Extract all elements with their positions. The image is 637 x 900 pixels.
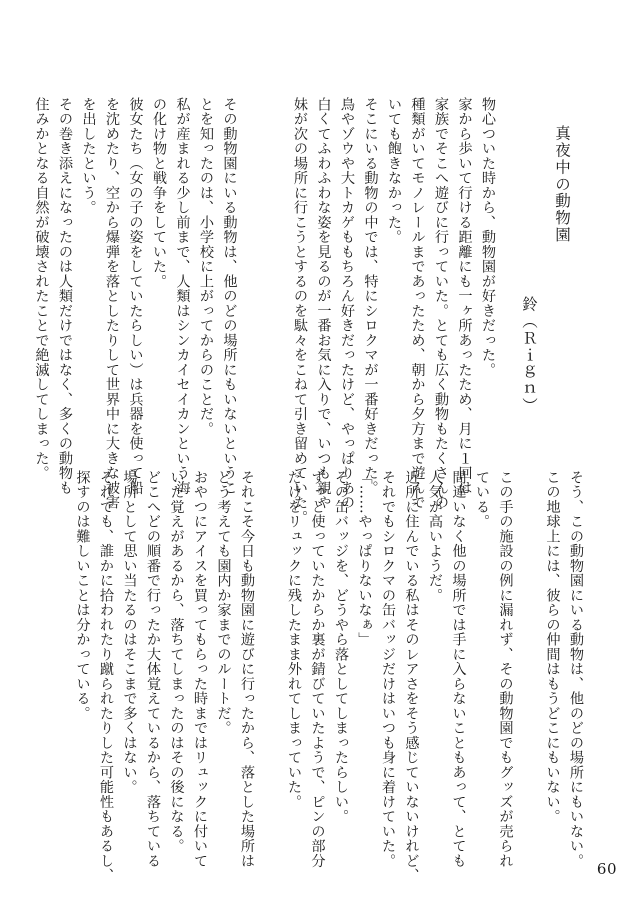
text-line: 探すのは難しいことは分かっている。 (74, 470, 91, 721)
text-line: 近所に住んでいる私はそのレアさをそう感じていないけれど、 (403, 470, 420, 883)
text-line: いても飽きなかった。 (386, 97, 402, 245)
text-line: 物心ついた時から、動物園が好きだった。 (480, 97, 496, 378)
text-line: 間違いなく他の場所では手に入らないこともあって、とても (450, 470, 467, 869)
text-line (258, 470, 282, 810)
text-line: 人気が高いようだ。 (427, 470, 443, 603)
text-line: 妹が次の場所に行こうとするのを駄々をこねて引き留めていた。 (292, 97, 308, 525)
text-line: その巻き添えになったのは人類だけではなく、多くの動物も (57, 97, 73, 496)
text-line: 彼女たち（女の子の姿をしていたらしい）は兵器を使って船 (127, 97, 144, 496)
text-line: いた覚えがあるから、落ちてしまったのはその後になる。 (168, 470, 185, 854)
text-line: おやつにアイスを買ってもらった時まではリュックに付いて (192, 470, 208, 869)
text-line: 住みかとなる自然が破壊されたことで絶滅してしまった。 (33, 97, 50, 481)
text-line: 種類がいてモノレールまであったため、朝から夕方まで遊んで (409, 97, 426, 510)
text-line: ている。 (474, 470, 490, 529)
text-line: とを知ったのは、小学校に上がってからのことだ。 (198, 97, 214, 437)
text-line (241, 97, 265, 457)
text-line: その缶バッジを、どうやら落としてしまったらしい。 (333, 470, 349, 824)
text-line (264, 97, 288, 457)
text-line: 鳥やゾウや大トカゲももちろん好きだったけど、やっぱりあの (339, 97, 355, 510)
text-line: の化け物と戦争をしていた。 (151, 97, 167, 289)
text-line: 私が産まれる少し前まで、人類はシンカイセイカンという海 (174, 97, 191, 496)
story-title: 真夜中の動物園 (553, 125, 571, 244)
text-line: それこそ今日も動物園に遊びに行ったから、落とした場所は (239, 470, 255, 869)
text-line: それでもシロクマの缶バッジだけはいつも身に着けていた。 (380, 470, 396, 869)
text-line: 場所として思い当たるのはそこまで多くはない。 (121, 470, 138, 795)
text-line: 家族でそこへ遊びに行っていた。とても広く動物もたくさんの (433, 97, 449, 510)
text-line: どう考えても園内か家までのルートだ。 (215, 470, 232, 736)
text-line: この手の施設の例に漏れず、その動物園でもグッズが売られ (497, 470, 514, 869)
text-line: それでも、誰かに拾われたり蹴られたりした可能性もあるし、 (98, 470, 114, 883)
text-line: この地球上には、彼らの仲間はもうどこにもいない。 (544, 470, 561, 824)
text-line: ずっと使っていたからか裏が錆びていたようで、ピンの部分 (309, 470, 326, 869)
text-line (517, 470, 541, 810)
text-line: を沈めたり、空から爆弾を落としたりして世界中に大きな被害 (104, 97, 120, 510)
text-line: を出したという。 (80, 97, 97, 215)
text-line: そこにいる動物の中では、特にシロクマが一番好きだった。 (362, 97, 379, 496)
text-line: どこへどの順番で行ったか大体覚えているから、落ちている (145, 470, 161, 869)
text-line: 「……やっぱりないなぁ」 (356, 470, 373, 647)
text-line: 家から歩いて行ける距離にも一ヶ所あったため、月に１回は (456, 97, 473, 496)
lower-text-block (72, 470, 587, 883)
text-line: だけをリュックに残したまま外れてしまっていた。 (286, 470, 302, 810)
text-line: 白くてふわふわな姿を見るのが一番お気に入りで、いつも親や (315, 97, 332, 510)
text-line: そう、この動物園にいる動物は、他のどの場所にもいない。 (568, 470, 584, 869)
text-line: その動物園にいる動物は、他のどの場所にもいないというこ (221, 97, 238, 496)
author-name: 鈴（Ｒｉｇｎ） (520, 296, 538, 415)
page-number: 60 (596, 860, 617, 878)
